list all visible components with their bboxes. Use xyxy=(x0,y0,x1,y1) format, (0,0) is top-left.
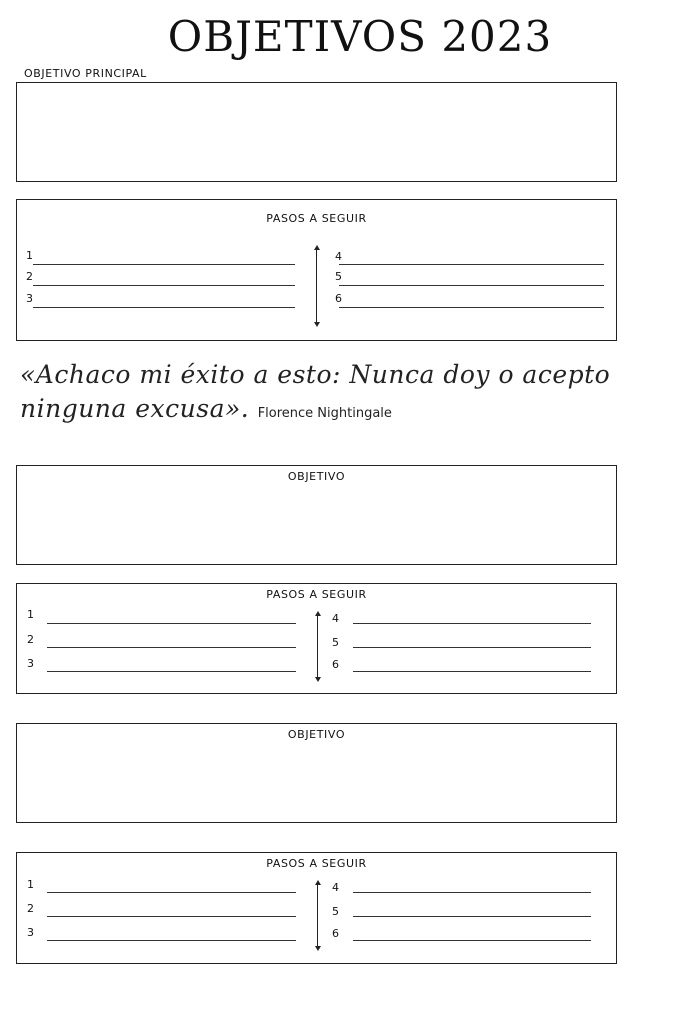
goal-label: OBJETIVO xyxy=(287,470,346,483)
steps-box-2 xyxy=(16,583,617,694)
step-number: 1 xyxy=(26,249,33,262)
divider-arrow xyxy=(317,613,318,680)
quote xyxy=(20,358,620,431)
divider-arrow xyxy=(316,247,317,325)
step-line[interactable] xyxy=(47,671,296,672)
step-number: 3 xyxy=(27,926,34,939)
step-line[interactable] xyxy=(339,285,604,286)
step-number: 5 xyxy=(332,636,339,649)
main-goal-label: OBJETIVO PRINCIPAL xyxy=(24,67,147,80)
step-number: 4 xyxy=(332,612,339,625)
step-number: 1 xyxy=(27,878,34,891)
step-number: 5 xyxy=(335,270,342,283)
step-line[interactable] xyxy=(47,623,296,624)
quote-text: «Achaco mi éxito a esto: Nunca doy o acepto ninguna excusa». xyxy=(20,360,611,423)
step-line[interactable] xyxy=(339,264,604,265)
step-line[interactable] xyxy=(353,647,591,648)
step-number: 4 xyxy=(335,250,342,263)
divider-arrow xyxy=(317,882,318,949)
step-number: 6 xyxy=(332,927,339,940)
step-line[interactable] xyxy=(353,892,591,893)
step-line[interactable] xyxy=(47,892,296,893)
goal-box-1[interactable] xyxy=(16,465,617,565)
step-line[interactable] xyxy=(353,916,591,917)
step-line[interactable] xyxy=(353,940,591,941)
step-number: 3 xyxy=(26,292,33,305)
main-goal-box[interactable] xyxy=(16,82,617,182)
page-title: OBJETIVOS 2023 xyxy=(167,12,553,61)
step-number: 1 xyxy=(27,608,34,621)
steps-label: PASOS A SEGUIR xyxy=(266,857,367,870)
steps-label: PASOS A SEGUIR xyxy=(266,212,367,225)
step-number: 2 xyxy=(27,633,34,646)
step-line[interactable] xyxy=(33,264,295,265)
quote-author: Florence Nightingale xyxy=(257,406,392,421)
steps-box-1 xyxy=(16,199,617,341)
step-line[interactable] xyxy=(353,623,591,624)
step-number: 6 xyxy=(335,292,342,305)
steps-label: PASOS A SEGUIR xyxy=(266,588,367,601)
step-number: 2 xyxy=(26,270,33,283)
step-line[interactable] xyxy=(339,307,604,308)
step-number: 2 xyxy=(27,902,34,915)
step-line[interactable] xyxy=(33,285,295,286)
step-line[interactable] xyxy=(33,307,295,308)
step-number: 5 xyxy=(332,905,339,918)
step-number: 6 xyxy=(332,658,339,671)
goal-box-2[interactable] xyxy=(16,723,617,823)
step-line[interactable] xyxy=(47,916,296,917)
step-line[interactable] xyxy=(47,940,296,941)
steps-box-3 xyxy=(16,852,617,964)
step-line[interactable] xyxy=(353,671,591,672)
step-number: 4 xyxy=(332,881,339,894)
goal-label: OBJETIVO xyxy=(287,728,346,741)
step-line[interactable] xyxy=(47,647,296,648)
step-number: 3 xyxy=(27,657,34,670)
